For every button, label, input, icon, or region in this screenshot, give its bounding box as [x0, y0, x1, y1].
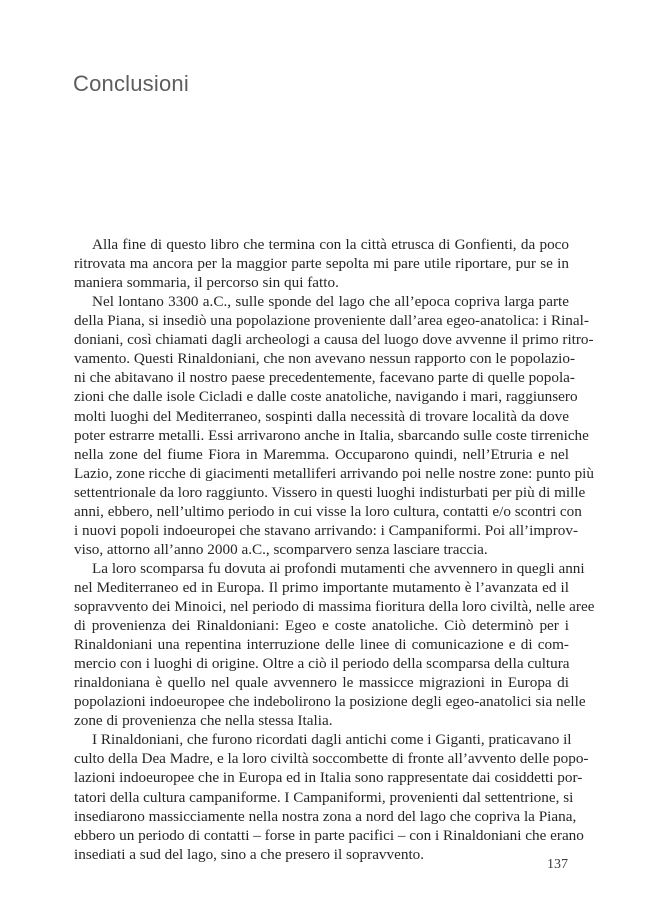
- text-line: Nel lontano 3300 a.C., sulle sponde del lago che all’epoca copriva larga parte: [92, 293, 569, 311]
- chapter-title: Conclusioni: [73, 71, 189, 96]
- text-line: sopravvento dei Minoici, nel periodo di massima fioritura della loro civiltà, nelle aree: [74, 598, 595, 615]
- text-line: nella zone del fiume Fiora in Maremma. Occuparono quindi, nell’Etruria e nel: [74, 445, 569, 463]
- text-line: ritrovata ma ancora per la maggior parte sepolta mi pare utile riportare, pur se in: [74, 255, 569, 273]
- text-line: doniani, così chiamati dagli archeologi a causa del luogo dove avvenne il primo ritro-: [74, 331, 594, 349]
- text-line: zone di provenienza che nella stessa Italia.: [74, 712, 333, 730]
- text-line: tatori della cultura campaniforme. I Campaniformi, provenienti dal settentrione, si: [74, 788, 574, 806]
- text-line: ni che abitavano il nostro paese precedentemente, facevano parte di quelle popola-: [74, 369, 575, 387]
- text-line: popolazioni indoeuropee che indebolirono la posizione degli egeo-anatolici sia nelle: [74, 693, 586, 711]
- text-line: anni, ebbero, nell’ultimo periodo in cui visse la loro cultura, contatti e/o scontri con: [74, 502, 582, 520]
- text-line: Lazio, zone ricche di giacimenti metalliferi arrivando poi nelle nostre zone: punto più: [74, 464, 594, 482]
- text-line: i nuovi popoli indoeuropei che stavano arrivando: i Campaniformi. Poi all’improv-: [74, 521, 579, 539]
- page-number: 137: [547, 857, 568, 872]
- text-line: insediarono massicciamente nella nostra zona a nord del lago che copriva la Piana,: [74, 807, 577, 825]
- text-line: Alla fine di questo libro che termina con la città etrusca di Gonfienti, da poco: [92, 236, 569, 253]
- text-line: settentrionale da loro raggiunto. Vissero in questi luoghi indisturbati per più di mille: [74, 483, 586, 501]
- text-line: rinaldoniana è quello nel quale avvennero le massicce migrazioni in Europa di: [74, 674, 569, 692]
- text-line: I Rinaldoniani, che furono ricordati dagli antichi come i Giganti, praticavano il: [92, 731, 572, 749]
- text-line: nel Mediterraneo ed in Europa. Il primo importante mutamento è l’avanzata ed il: [74, 578, 569, 596]
- text-line: insediati a sud del lago, sino a che presero il sopravvento.: [74, 845, 425, 863]
- text-line: culto della Dea Madre, e la loro civiltà soccombette di fronte all’avvento delle popo-: [74, 750, 589, 768]
- text-line: ebbero un periodo di contatti – forse in parte pacifici – con i Rinaldoniani che erano: [74, 826, 584, 844]
- text-line: poter estrarre metalli. Essi arrivarono anche in Italia, sbarcando sulle coste tirreniche: [74, 426, 589, 444]
- text-line: della Piana, si insediò una popolazione proveniente dall’area egeo-anatolica: i Rinal-: [74, 312, 589, 330]
- text-line: viso, attorno all’anno 2000 a.C., scomparvero senza lasciare traccia.: [74, 540, 488, 558]
- text-line: di provenienza dei Rinaldoniani: Egeo e coste anatoliche. Ciò determinò per i: [74, 617, 569, 634]
- text-line: vamento. Questi Rinaldoniani, che non avevano nessun rapporto con le popolazio-: [74, 350, 576, 368]
- text-line: mercio con i luoghi di origine. Oltre a ciò il periodo della scomparsa della cultura: [74, 655, 570, 673]
- text-line: lazioni indoeuropee che in Europa ed in Italia sono rappresentate dai cosiddetti por-: [74, 769, 583, 787]
- text-line: maniera sommaria, il percorso sin qui fatto.: [74, 274, 339, 292]
- text-line: zioni che dalle isole Cicladi e dalle coste anatoliche, navigando i mari, raggiunsero: [74, 388, 578, 406]
- text-line: molti luoghi del Mediterraneo, sospinti dalla necessità di trovare località da dove: [74, 407, 569, 425]
- text-line: Rinaldoniani una repentina interruzione delle linee di comunicazione e di com-: [74, 636, 569, 653]
- text-line: La loro scomparsa fu dovuta ai profondi mutamenti che avvennero in quegli anni: [92, 559, 585, 577]
